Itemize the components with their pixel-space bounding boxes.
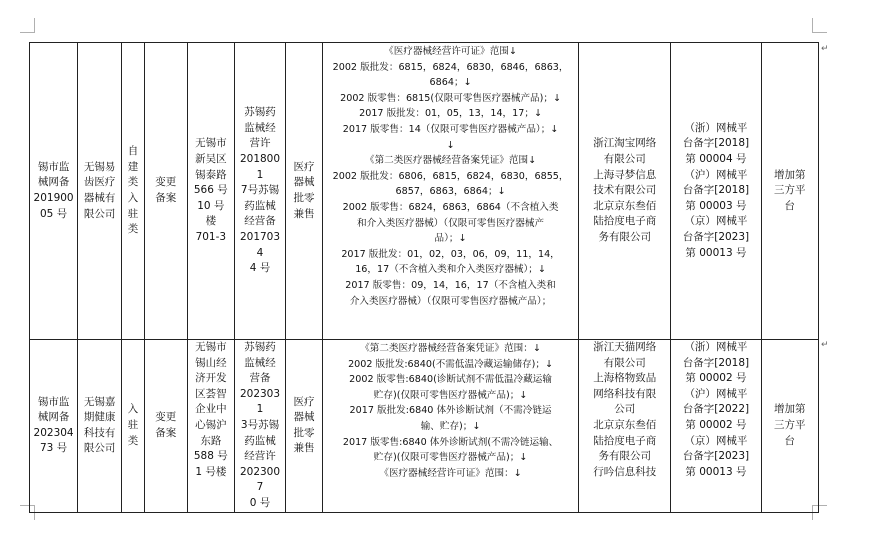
cell-line: 入 (127, 192, 139, 204)
cell-line: 批零 (293, 192, 315, 204)
cell-line: 锡市监 (37, 395, 70, 408)
cell-line: 监械经 (244, 356, 276, 369)
cell-line: 2017 版批发：01，05，13，14，17；↓ (359, 108, 542, 120)
cell-line: 701-3 (195, 230, 227, 243)
cell-line: 无锡市 (195, 137, 227, 150)
cell-line: 类 (127, 176, 139, 189)
platform-company-cell (579, 43, 671, 340)
cell-line: 2002 版批发：6815，6824，6830，6846，6863， (332, 61, 569, 73)
cell-line: 第 00002 号 (685, 418, 747, 431)
cell-line: （沪）网械平 (684, 387, 748, 400)
note-cell (761, 340, 818, 513)
cell-line: 6857，6863，6864；↓ (395, 186, 506, 198)
cell-line: 器械有 (83, 192, 116, 204)
cell-line: 锡泰路 (195, 168, 227, 181)
cell-line: （浙）网械平 (684, 341, 748, 353)
cell-line: 技术有限公司 (593, 184, 657, 197)
action-cell (144, 43, 187, 340)
business-mode-cell (286, 43, 323, 340)
cell-line: 行吟信息科技 (593, 465, 657, 478)
row-end-mark: ↵ (821, 44, 829, 54)
cell-line: 浙江淘宝网络 (593, 137, 657, 150)
cell-line: 期健康 (83, 411, 116, 424)
cell-line: 台 (784, 199, 795, 212)
cell-line: 2018001 (239, 153, 281, 181)
cell-line: 2002 版批发：6806，6815，6824，6830，6855， (332, 170, 569, 182)
cell-line: 2002 版零售：6824，6863，6864（不含植入类 (342, 201, 559, 213)
cell-line: 药监械 (244, 199, 276, 212)
business-scope-cell (322, 340, 578, 513)
platform-record-cell (671, 340, 761, 513)
cell-line: 务有限公司 (598, 230, 651, 243)
cell-line: 陆拾度电子商 (593, 434, 657, 447)
cell-line: 有限公司 (603, 356, 646, 369)
cell-line: 类 (127, 223, 139, 236)
cell-line: 4 号 (249, 262, 271, 275)
cell-line: 台备字[2018] (682, 137, 750, 150)
row-end-mark: ↵ (821, 340, 829, 350)
type-cell (122, 340, 145, 513)
cell-line: 202304 (33, 426, 74, 439)
cell-line: 上海格物致品 (593, 372, 657, 385)
cell-line: 2023031 (239, 387, 281, 416)
cell-line: 《第二类医疗器械经营备案凭证》范围↓ (364, 155, 537, 167)
cell-line: 建 (127, 160, 139, 173)
cell-line: 第 00004 号 (685, 153, 747, 166)
company-name-cell (78, 43, 122, 340)
cell-line: 566 号 (193, 184, 228, 197)
cell-line: 0 号 (249, 496, 271, 509)
cell-line: 浙江天猫网络 (593, 341, 657, 353)
cell-line: 输、贮存)；↓ (420, 420, 481, 432)
cell-line: 苏锡药 (244, 341, 276, 353)
cell-line: 科技有 (83, 426, 116, 439)
cell-line: 贮存)(仅限可零售医疗器械产品)；↓ (373, 452, 528, 464)
cell-line: 备案 (155, 426, 177, 439)
cell-line: 网络科技有限 (593, 387, 657, 400)
cell-line: 2017 版批发:6840 体外诊断试剂（不需冷链运 (349, 405, 552, 417)
business-mode-cell (286, 340, 323, 513)
cell-line: 第 00013 号 (685, 246, 747, 259)
cell-line: 驻 (127, 207, 139, 220)
cell-line: （沪）网械平 (684, 168, 748, 181)
cell-line: 2002 版零售：6815(仅限可零售医疗器械产品)；↓ (340, 92, 562, 104)
cell-line: 增加第 (774, 403, 806, 416)
cell-line: 驻 (127, 418, 139, 431)
cell-line: 7号苏锡 (240, 184, 280, 197)
cell-line: （京）网械平 (684, 434, 748, 447)
cell-line: 201900 (33, 192, 74, 204)
cell-line: 医疗 (293, 160, 315, 173)
cell-line: 2017034 (239, 230, 281, 259)
cell-line: 监械经 (244, 121, 276, 134)
cell-line: 品）；↓ (434, 233, 467, 245)
cell-line: 台备字[2018] (682, 356, 750, 369)
type-cell (122, 43, 145, 340)
cell-line: （浙）网械平 (684, 121, 748, 134)
cell-line: 营许 (249, 137, 271, 150)
cell-line: 上海寻梦信息 (593, 168, 657, 181)
company-name-cell (78, 340, 122, 513)
cell-line: 无锡易 (83, 160, 116, 173)
cell-line: 限公司 (83, 207, 116, 220)
cell-line: 入 (127, 403, 139, 416)
cell-line: 备案 (155, 192, 177, 204)
cell-line: 台备字[2022] (682, 403, 750, 416)
cell-line: 介入类医疗器械）（仅限可零售医疗器械产品）； (349, 295, 552, 307)
cell-line: 《第二类医疗器械经营备案凭证》范围：↓ (360, 343, 541, 354)
cell-line: 经营许 (244, 450, 276, 463)
cell-line: 北京京东叁佰 (593, 418, 657, 431)
cell-line: 台 (784, 434, 795, 447)
platform-record-cell (671, 43, 761, 340)
address-cell (187, 43, 234, 340)
cell-line: 自 (127, 145, 139, 158)
cell-line: 第 00003 号 (685, 199, 747, 212)
cell-line: 贮存)(仅限可零售医疗器械产品)；↓ (373, 389, 528, 401)
cell-line: 三方平 (774, 184, 806, 197)
cell-line: 2002 版零售:6840(诊断试剂不需低温冷藏运输 (349, 374, 552, 386)
cell-line: 械网备 (37, 411, 70, 424)
cell-line: 台备字[2023] (682, 450, 750, 463)
cell-line: 企业中 (195, 403, 227, 416)
cell-line: 陆拾度电子商 (593, 215, 657, 228)
cell-line: 6864；↓ (429, 77, 472, 89)
cell-line: 变更 (155, 176, 177, 189)
cell-line: 齿医疗 (83, 176, 116, 189)
record-number-cell (30, 43, 78, 340)
table-row (30, 43, 819, 340)
cell-line: 器械 (293, 176, 315, 189)
page-corner-top-left (20, 18, 35, 33)
cell-line: 增加第 (774, 168, 806, 181)
cell-line: 公司 (614, 403, 636, 416)
cell-line: 锡市监 (37, 160, 70, 173)
cell-line: 第 00002 号 (685, 372, 747, 385)
action-cell (144, 340, 187, 513)
cell-line: 1 号楼 (195, 465, 227, 478)
cell-line: 变更 (155, 411, 177, 424)
page-corner-top-right (812, 18, 827, 33)
cell-line: 限公司 (83, 442, 116, 455)
cell-line: （京）网械平 (684, 215, 748, 228)
cell-line: 2002 版批发:6840(不需低温冷藏运输储存)；↓ (348, 358, 554, 370)
note-cell (761, 43, 818, 340)
cell-line: 2023007 (239, 465, 281, 494)
cell-line: 兼售 (293, 207, 315, 220)
cell-line: 2017 版零售:6840 体外诊断试剂(不需冷链运输、 (342, 436, 559, 448)
cell-line: 经营备 (244, 215, 276, 228)
cell-line: 10 号 (197, 199, 225, 212)
cell-line: 区荟智 (195, 387, 227, 400)
cell-line: 心锡沪 (195, 418, 227, 431)
cell-line: 东路 (200, 434, 222, 447)
cell-line: 无锡市 (195, 341, 227, 353)
cell-line: 兼售 (293, 442, 315, 455)
cell-line: 台备字[2018] (682, 184, 750, 197)
cell-line: 2017 版批发：01，02，03，06，09，11，14， (341, 248, 560, 260)
cell-line: 医疗 (293, 395, 315, 408)
cell-line: 务有限公司 (598, 450, 651, 463)
license-cell (234, 340, 285, 513)
cell-line: 《医疗器械经营许可证》范围：↓ (379, 467, 522, 479)
cell-line: 05 号 (39, 207, 68, 220)
cell-line: 批零 (293, 426, 315, 439)
cell-line: 济开发 (195, 372, 227, 385)
platform-company-cell (579, 340, 671, 513)
cell-line: 营备 (249, 372, 271, 385)
cell-line: 新吴区 (195, 153, 227, 166)
cell-line: 类 (127, 434, 139, 447)
record-table (29, 42, 819, 513)
cell-line: 药监械 (244, 434, 276, 447)
cell-line: 第 00013 号 (685, 465, 747, 478)
license-cell (234, 43, 285, 340)
record-number-cell (30, 340, 78, 513)
cell-line: 2017 版零售：14（仅限可零售医疗器械产品）；↓ (342, 123, 559, 135)
cell-line: 588 号 (193, 450, 228, 463)
cell-line: 器械 (293, 411, 315, 424)
cell-line: 北京京东叁佰 (593, 199, 657, 212)
table-row (30, 340, 819, 513)
cell-line: 《医疗器械经营许可证》范围↓ (384, 46, 517, 57)
cell-line: 有限公司 (603, 153, 646, 166)
cell-line: 锡山经 (195, 356, 227, 369)
cell-line: 楼 (205, 215, 217, 228)
cell-line: 2017 版零售：09，14，16，17（不含植入类和 (345, 279, 556, 291)
cell-line: ↓ (446, 139, 455, 151)
cell-line: 73 号 (39, 442, 68, 455)
cell-line: 苏锡药 (244, 106, 276, 119)
cell-line: 械网备 (37, 176, 70, 189)
cell-line: 3号苏锡 (240, 418, 280, 431)
cell-line: 三方平 (774, 418, 806, 431)
cell-line: 台备字[2023] (682, 230, 750, 243)
cell-line: 和介入类医疗器械）（仅限可零售医疗器械产 (357, 217, 545, 229)
address-cell (187, 340, 234, 513)
cell-line: 无锡嘉 (83, 395, 116, 408)
cell-line: 16，17（不含植入类和介入类医疗器械）；↓ (355, 264, 546, 276)
business-scope-cell (322, 43, 578, 340)
